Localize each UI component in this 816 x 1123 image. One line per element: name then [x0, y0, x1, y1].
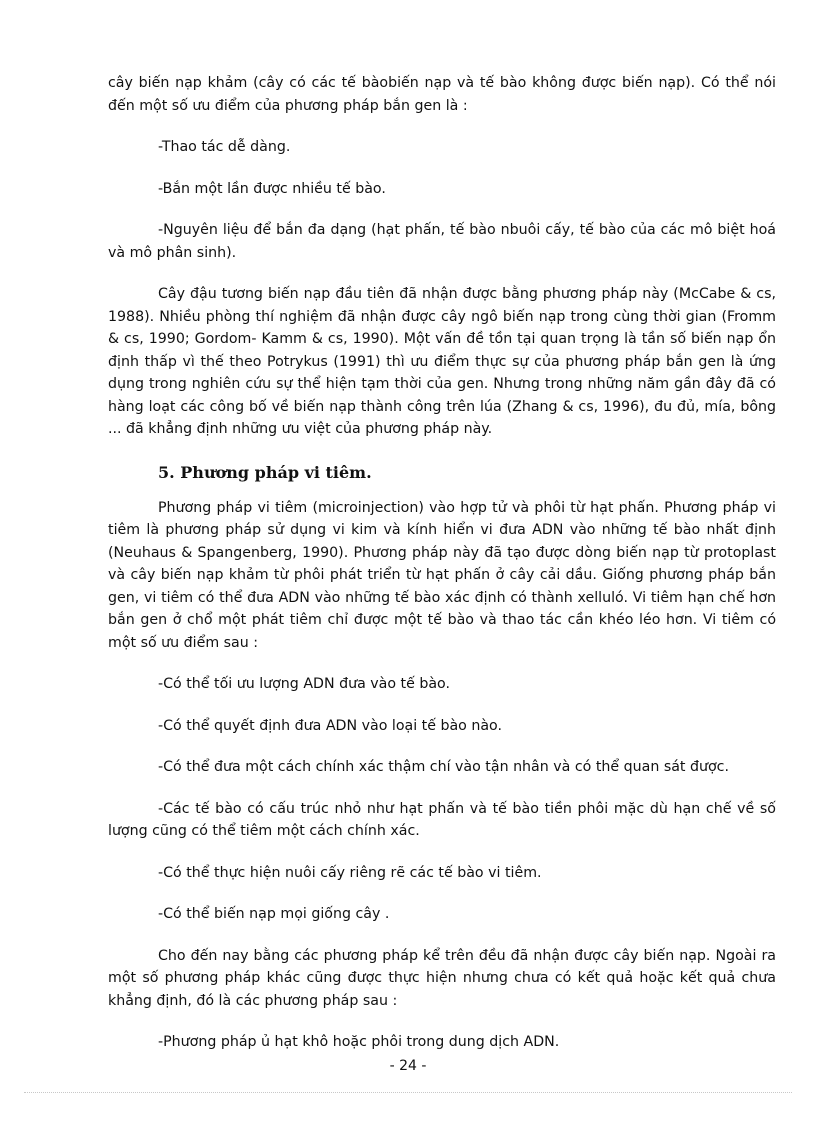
gene-gun-advantage-1: -Thao tác dễ dàng. — [158, 139, 291, 155]
microinjection-advantage-1: -Có thể tối ưu lượng ADN đưa vào tế bào. — [158, 676, 450, 692]
microinjection-advantage-6: -Có thể biến nạp mọi giống cây . — [158, 906, 390, 922]
gene-gun-paragraph: Cây đậu tương biến nạp đầu tiên đã nhận được bằng phương pháp này (McCabe & cs, 1988). Nhiều phòng thí nghiệm đã nhận được cây ngô biến nạp trong cùng thời gian (Fromm & cs, 1990; Gordom- Kamm & cs, 1990). Một vấn đề tồn tại quan trọng là tần số biến nạp ổn định thấp vì thế theo Potrykus (1991) thì ưu điểm thực sự của phương pháp bắn gen là ứng dụng trong nghiên cứu sự thể hiện tạm thời của gen. Nhưng trong những năm gần đây đã có hàng loạt các công bố về biến nạp thành công trên lúa (Zhang & cs, 1996), đu đủ, mía, bông ... đã khẳng định những ưu việt của phương pháp này. — [108, 286, 776, 437]
page-body — [108, 72, 776, 1054]
page-bottom-divider — [24, 1092, 792, 1093]
closing-paragraph: Cho đến nay bằng các phương pháp kể trên đều đã nhận được cây biến nạp. Ngoài ra một số phương pháp khác cũng được thực hiện nhưng chưa có kết quả hoặc kết quả chưa khẳng định, đó là các phương pháp sau : — [108, 947, 776, 1009]
microinjection-advantage-5: -Có thể thực hiện nuôi cấy riêng rẽ các tế bào vi tiêm. — [158, 864, 542, 881]
microinjection-advantage-4: -Các tế bào có cấu trúc nhỏ như hạt phấn và tế bào tiền phôi mặc dù hạn chế về số lượng cũng có thể tiêm một cách chính xác. — [108, 800, 776, 839]
intro-paragraph: cây biến nạp khảm (cây có các tế bàobiến nạp và tế bào không được biến nạp). Có thể nói đến một số ưu điểm của phương pháp bắn gen là : — [108, 75, 776, 114]
microinjection-advantage-3: -Có thể đưa một cách chính xác thậm chí vào tận nhân và có thể quan sát được. — [158, 759, 729, 775]
section-heading: 5. Phương pháp vi tiêm. — [158, 462, 372, 482]
microinjection-paragraph: Phương pháp vi tiêm (microinjection) vào hợp tử và phôi từ hạt phấn. Phương pháp vi tiêm là phương pháp sử dụng vi kim và kính hiển vi đưa ADN vào những tế bào nhất định (Neuhaus & Spangenberg, 1990). Phương pháp này đã tạo được dòng biến nạp từ protoplast và cây biến nạp khảm từ phôi phát triển từ hạt phấn ở cây cải dầu. Giống phương pháp bắn gen, vi tiêm có thể đưa ADN vào những tế bào xác định có thành xelluló. Vi tiêm hạn chế hơn bắn gen ở chổ một phát tiêm chỉ được một tế bào và thao tác cần khéo léo hơn. Vi tiêm có một số ưu điểm sau : — [108, 499, 776, 651]
microinjection-advantage-2: -Có thể quyết định đưa ADN vào loại tế bào nào. — [158, 717, 502, 734]
gene-gun-advantage-3: -Nguyên liệu để bắn đa dạng (hạt phấn, tế bào nbuôi cấy, tế bào của các mô biệt hoá và mô phân sinh). — [108, 222, 776, 261]
page-number: - 24 - — [389, 1058, 427, 1074]
gene-gun-advantage-2: -Bắn một lần được nhiều tế bào. — [158, 180, 386, 197]
other-method-1: -Phương pháp ủ hạt khô hoặc phôi trong dung dịch ADN. — [158, 1034, 560, 1050]
